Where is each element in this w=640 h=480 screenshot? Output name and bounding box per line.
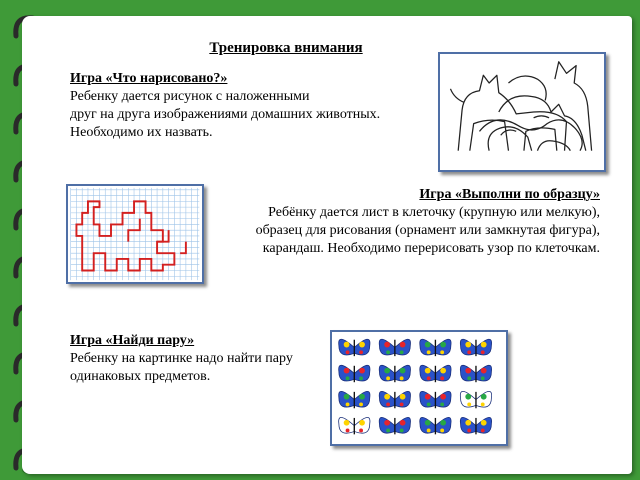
butterfly-icon bbox=[420, 365, 451, 382]
game-what-is-drawn bbox=[70, 70, 440, 142]
butterfly-icon bbox=[379, 417, 410, 434]
game-follow-pattern bbox=[200, 186, 600, 258]
game-heading: Игра «Что нарисовано?» bbox=[70, 71, 228, 86]
butterfly-icon bbox=[339, 365, 370, 382]
grid-pattern-image bbox=[66, 184, 204, 284]
butterfly-icon bbox=[379, 391, 410, 408]
game-text-line: образец для рисования (орнамент или замкнутая фигура), bbox=[255, 223, 600, 238]
game-text-line: одинаковых предметов. bbox=[70, 369, 211, 384]
game-text-line: Необходимо их назвать. bbox=[70, 125, 213, 140]
butterfly-icon bbox=[339, 339, 370, 356]
game-text-line: Ребёнку дается лист в клеточку (крупную или мелкую), bbox=[268, 205, 600, 220]
page-title: Тренировка внимания bbox=[209, 40, 363, 56]
butterfly-icon bbox=[379, 365, 410, 382]
butterfly-icon bbox=[460, 339, 491, 356]
butterfly-icon bbox=[420, 391, 451, 408]
overlapping-animals-image bbox=[438, 52, 606, 172]
butterfly-icon bbox=[379, 339, 410, 356]
game-heading: Игра «Найди пару» bbox=[70, 333, 195, 348]
butterfly-icon bbox=[420, 339, 451, 356]
butterfly-icon bbox=[460, 417, 491, 434]
game-heading: Игра «Выполни по образцу» bbox=[419, 187, 600, 202]
butterfly-icon bbox=[339, 391, 370, 408]
game-find-pair bbox=[70, 332, 330, 386]
butterfly-icon bbox=[460, 365, 491, 382]
game-text-line: Ребенку на картинке надо найти пару bbox=[70, 351, 293, 366]
butterflies-image bbox=[330, 330, 508, 446]
game-text-line: Ребенку дается рисунок с наложенными bbox=[70, 89, 310, 104]
butterfly-icon bbox=[460, 391, 491, 408]
game-text-line: друг на друга изображениями домашних животных. bbox=[70, 107, 381, 122]
butterfly-icon bbox=[339, 417, 370, 434]
butterfly-icon bbox=[420, 417, 451, 434]
game-text-line: карандаш. Необходимо перерисовать узор по клеточкам. bbox=[262, 241, 600, 256]
